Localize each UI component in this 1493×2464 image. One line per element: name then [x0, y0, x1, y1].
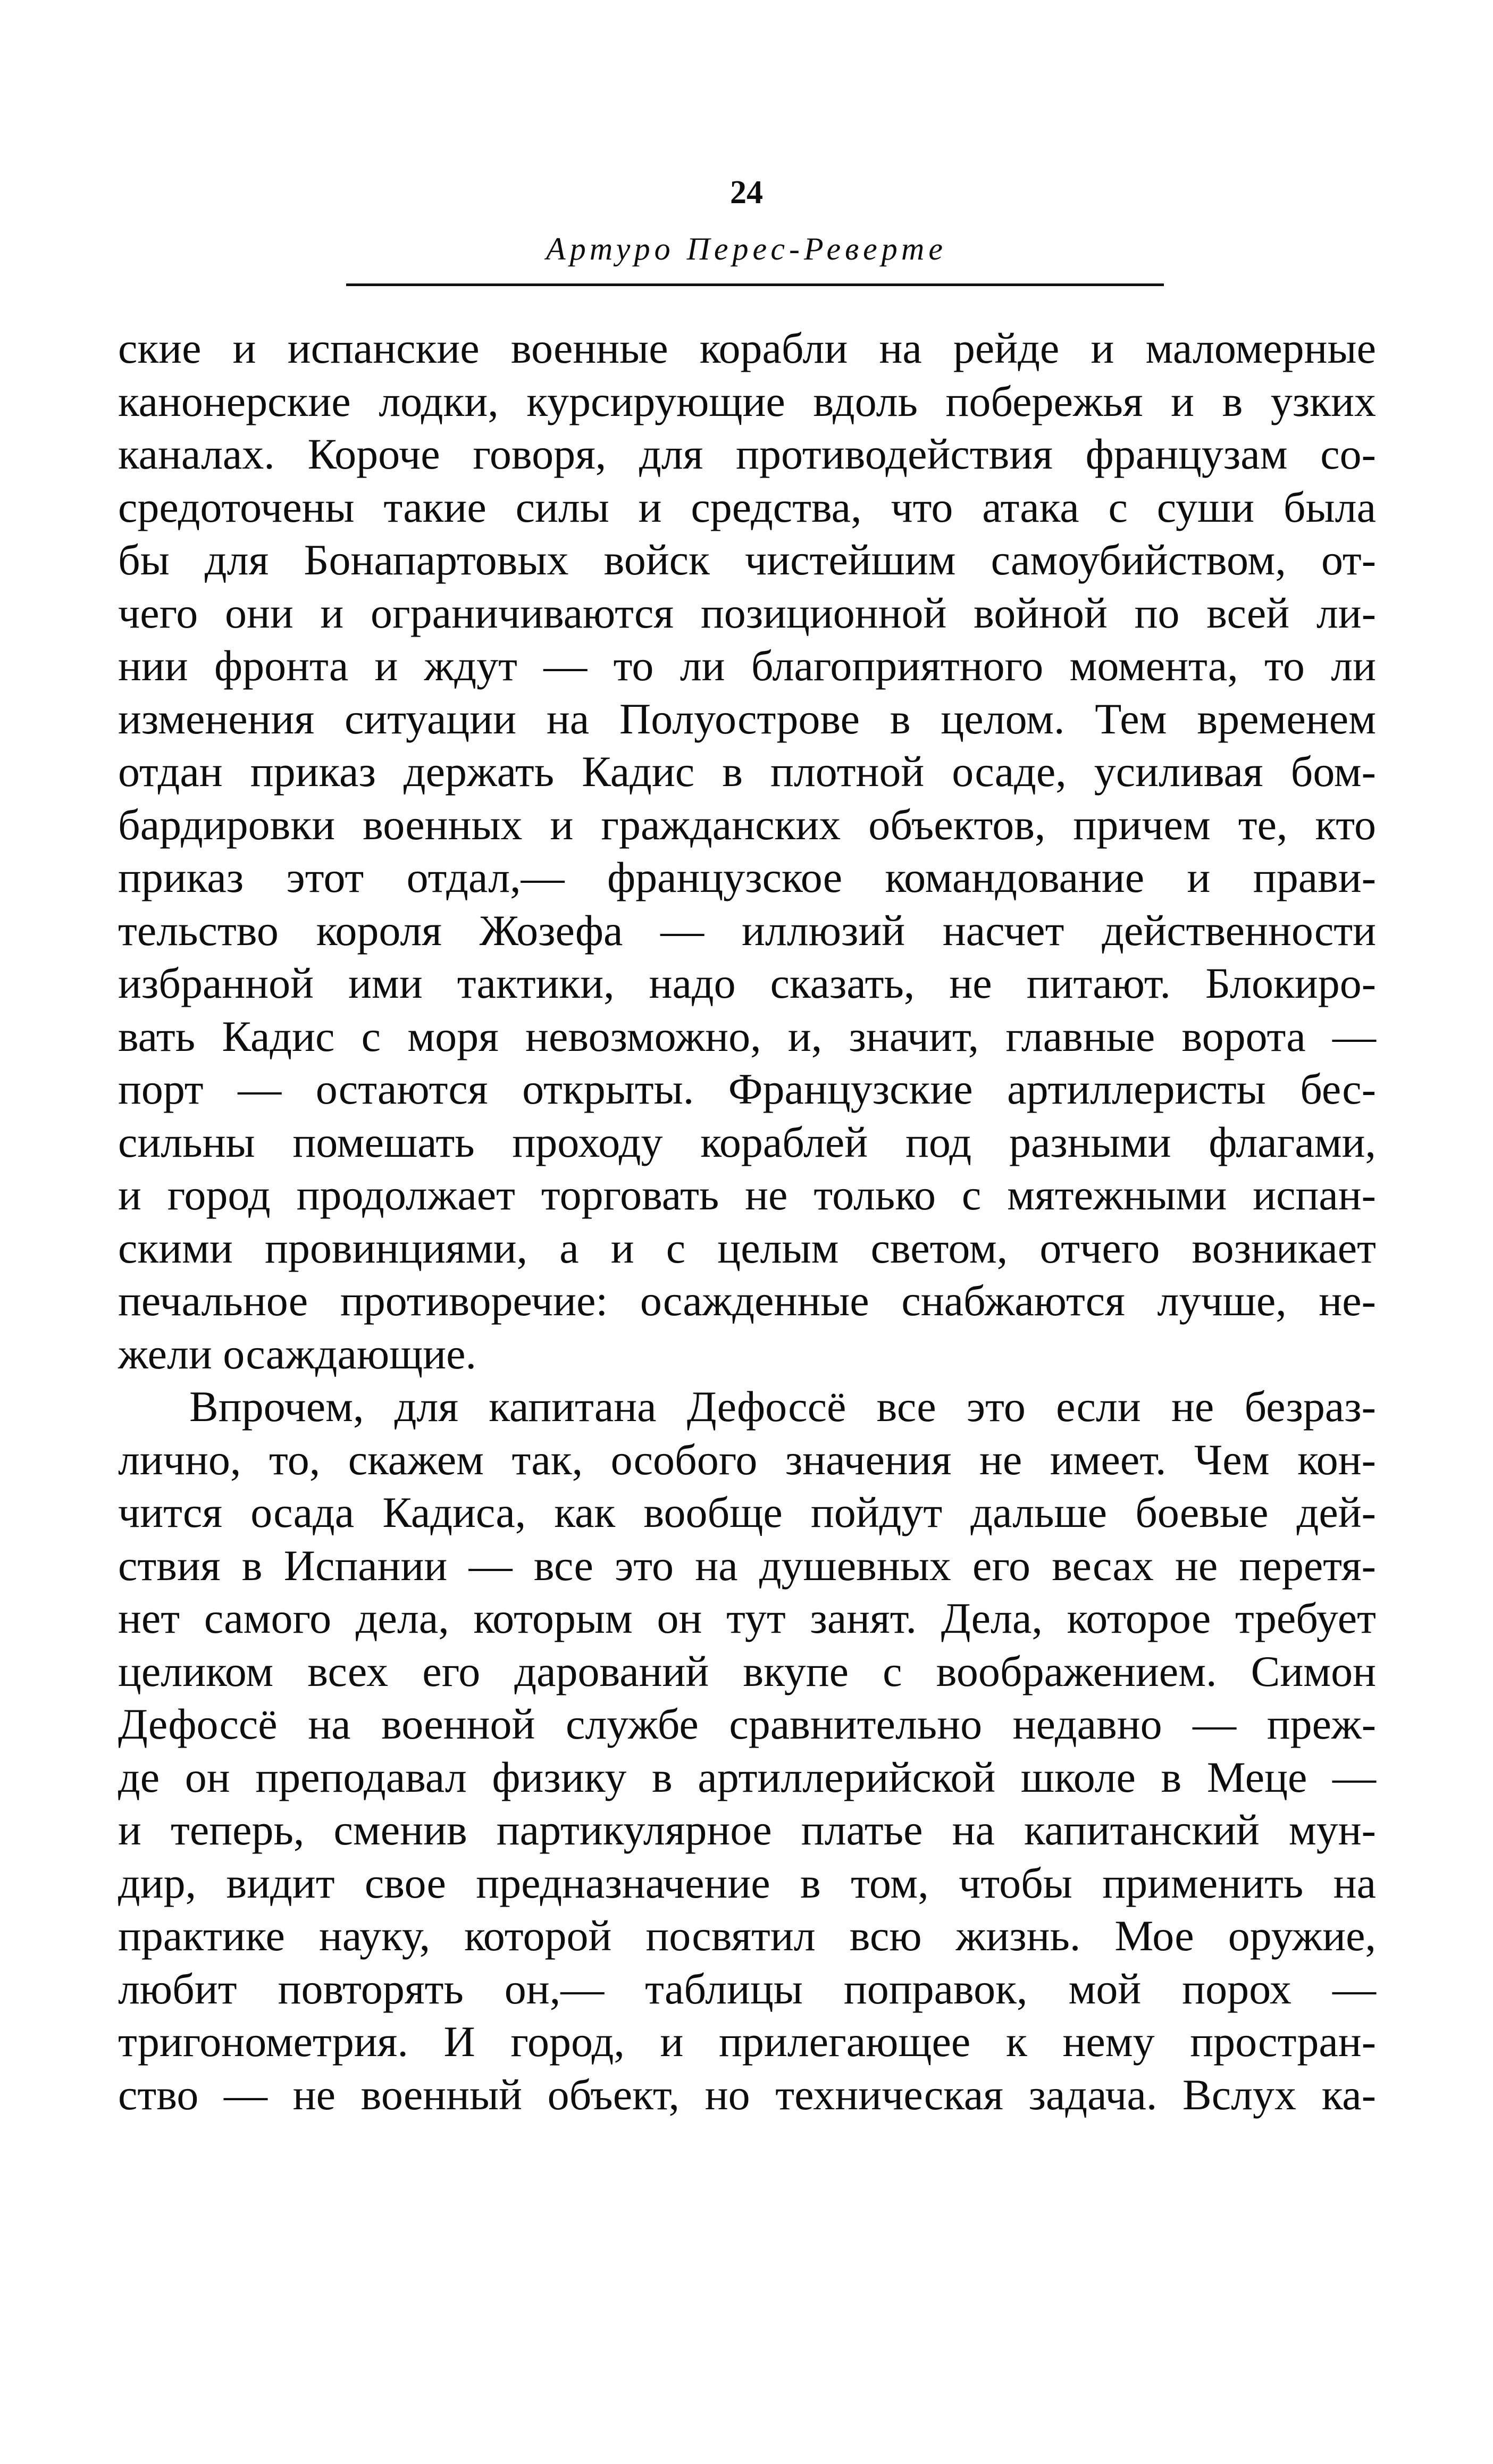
text-line: и город продолжает торговать не только с мятежными испан- — [118, 1171, 1376, 1219]
text-line: сильны помешать проходу кораблей под разными флагами, — [118, 1117, 1376, 1166]
text-line: лично, то, скажем так, особого значения не имеет. Чем кон- — [118, 1435, 1376, 1484]
text-line: отдан приказ держать Кадис в плотной осаде, усиливая бом- — [118, 747, 1376, 796]
text-line: дир, видит свое предназначение в том, чтобы применить на — [118, 1858, 1376, 1907]
text-line: нет самого дела, которым он тут занят. Дела, которое требует — [118, 1594, 1376, 1642]
text-line: целиком всех его дарований вкупе с воображением. Симон — [118, 1647, 1376, 1695]
text-line: Впрочем, для капитана Дефоссё все это если не безраз- — [189, 1382, 1376, 1431]
text-line: де он преподавал физику в артиллерийской школе в Меце — — [118, 1752, 1376, 1801]
text-line: средоточены такие силы и средства, что атака с суши была — [118, 482, 1376, 531]
text-line: бардировки военных и гражданских объектов, причем те, кто — [118, 800, 1376, 849]
text-line: изменения ситуации на Полуострове в целом. Тем временем — [118, 694, 1376, 743]
text-line: Дефоссё на военной службе сравнительно недавно — преж- — [118, 1700, 1376, 1748]
text-line: приказ этот отдал,— французское командование и прави- — [118, 853, 1376, 901]
text-line: тельство короля Жозефа — иллюзий насчет действенности — [118, 906, 1376, 955]
text-line: порт — остаются открыты. Французские артиллеристы бес- — [118, 1065, 1376, 1113]
text-line: ство — не военный объект, но техническая задача. Вслух ка- — [118, 2070, 1376, 2119]
text-line: ские и испанские военные корабли на рейде и маломерные — [118, 324, 1376, 372]
text-line: чего они и ограничиваются позиционной войной по всей ли- — [118, 588, 1376, 637]
text-line: бы для Бонапартовых войск чистейшим самоубийством, от- — [118, 536, 1376, 584]
running-head-author: Артуро Перес-Реверте — [546, 231, 947, 266]
text-line: нии фронта и ждут — то ли благоприятного момента, то ли — [118, 641, 1376, 690]
text-line: печальное противоречие: осажденные снабжаются лучше, не- — [118, 1276, 1376, 1325]
header-rule — [346, 283, 1164, 286]
body-text — [118, 322, 1376, 2121]
text-line: ствия в Испании — все это на душевных его весах не перетя- — [118, 1541, 1376, 1590]
text-line: практике науку, которой посвятил всю жизнь. Мое оружие, — [118, 1911, 1376, 1960]
text-line: любит повторять он,— таблицы поправок, мой порох — — [118, 1964, 1376, 2013]
text-line: чится осада Кадиса, как вообще пойдут дальше боевые дей- — [118, 1488, 1376, 1536]
text-line: каналах. Короче говоря, для противодействия французам со- — [118, 430, 1376, 478]
text-line: жели осаждающие. — [118, 1329, 477, 1378]
text-line: скими провинциями, а и с целым светом, отчего возникает — [118, 1223, 1376, 1272]
text-line: канонерские лодки, курсирующие вдоль побережья и в узких — [118, 377, 1376, 425]
text-line: и теперь, сменив партикулярное платье на капитанский мун- — [118, 1806, 1376, 1854]
text-line: избранной ими тактики, надо сказать, не питают. Блокиро- — [118, 959, 1376, 1007]
page-number: 24 — [730, 174, 763, 211]
text-line: вать Кадис с моря невозможно, и, значит, главные ворота — — [118, 1012, 1376, 1060]
text-line: тригонометрия. И город, и прилегающее к нему простран- — [118, 2017, 1376, 2066]
